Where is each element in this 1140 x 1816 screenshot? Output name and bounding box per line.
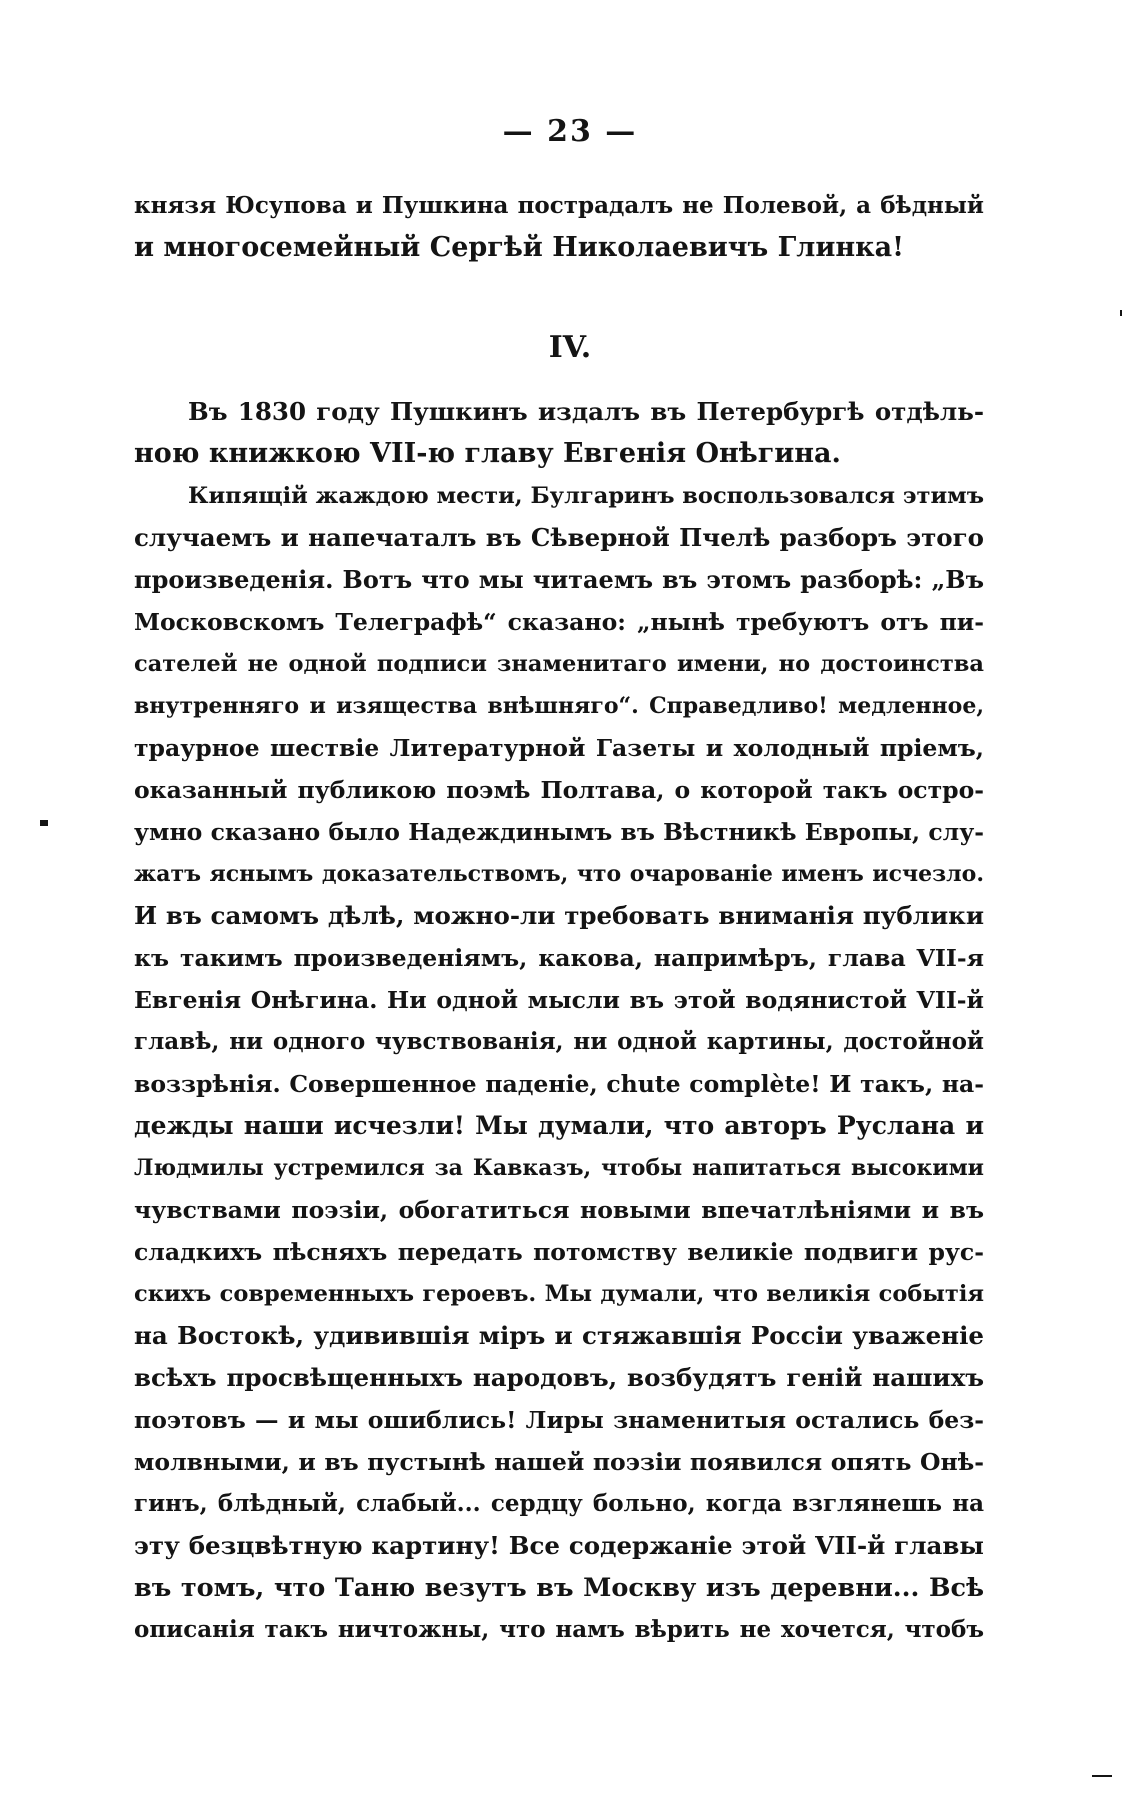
text-line: Евгенія Онѣгина. Ни одной мысли въ этой водянистой VII-й bbox=[134, 986, 984, 1014]
text-line: Людмилы устремился за Кавказъ, чтобы напитаться высокими bbox=[134, 1155, 984, 1181]
text-line: Въ 1830 году Пушкинъ издалъ въ Петербургѣ отдѣль- bbox=[188, 397, 984, 426]
text-line: поэтовъ — и мы ошиблись! Лиры знаменитыя остались без- bbox=[134, 1406, 984, 1434]
text-line: сателей не одной подписи знаменитаго имени, но достоинства bbox=[134, 651, 984, 677]
text-line: гинъ, блѣдный, слабый... сердцу больно, когда взглянешь на bbox=[134, 1490, 984, 1517]
page-number: — 23 — bbox=[502, 114, 638, 149]
text-line: Кипящій жаждою мести, Булгаринъ воспользовался этимъ bbox=[188, 483, 984, 509]
text-line: князя Юсупова и Пушкина пострадалъ не Полевой, а бѣдный bbox=[134, 192, 984, 219]
chapter-heading: IV. bbox=[548, 330, 592, 365]
text-line: сладкихъ пѣсняхъ передать потомству великіе подвиги рус- bbox=[134, 1238, 984, 1266]
text-line: и многосемейный Сергѣй Николаевичъ Глинка! bbox=[134, 232, 904, 263]
text-line: жатъ яснымъ доказательствомъ, что очарованіе именъ исчезло. bbox=[134, 861, 984, 887]
text-line: чувствами поэзіи, обогатиться новыми впечатлѣніями и въ bbox=[134, 1196, 984, 1224]
text-line: всѣхъ просвѣщенныхъ народовъ, возбудятъ геній нашихъ bbox=[134, 1363, 984, 1392]
text-line: И въ самомъ дѣлѣ, можно-ли требовать вниманія публики bbox=[134, 901, 984, 930]
text-line: къ такимъ произведеніямъ, какова, напримѣръ, глава VII-я bbox=[134, 944, 984, 972]
margin-ink-mark bbox=[1092, 1775, 1112, 1777]
text-line: въ томъ, что Таню везутъ въ Москву изъ деревни... Всѣ bbox=[134, 1573, 984, 1603]
text-line: траурное шествіе Литературной Газеты и холодный пріемъ, bbox=[134, 734, 984, 762]
paragraph-continuation bbox=[134, 185, 984, 269]
text-line: произведенія. Вотъ что мы читаемъ въ этомъ разборѣ: „Въ bbox=[134, 565, 984, 594]
text-line: внутренняго и изящества внѣшняго“. Справедливо! медленное, bbox=[134, 693, 984, 719]
text-line: молвными, и въ пустынѣ нашей поэзіи появился опять Онѣ- bbox=[134, 1448, 984, 1476]
text-line: главѣ, ни одного чувствованія, ни одной картины, достойной bbox=[134, 1028, 984, 1055]
text-line: описанія такъ ничтожны, что намъ вѣрить не хочется, чтобъ bbox=[134, 1616, 984, 1643]
text-line: оказанный публикою поэмѣ Полтава, о которой такъ остро- bbox=[134, 776, 984, 804]
text-line: ною книжкою VII-ю главу Евгенія Онѣгина. bbox=[134, 438, 841, 469]
text-line: дежды наши исчезли! Мы думали, что авторъ Руслана и bbox=[134, 1111, 984, 1140]
text-line: Московскомъ Телеграфѣ“ сказано: „нынѣ требуютъ отъ пи- bbox=[134, 608, 984, 636]
margin-ink-mark bbox=[40, 820, 48, 826]
text-line: на Востокѣ, удивившія міръ и стяжавшія Россіи уваженіе bbox=[134, 1321, 984, 1350]
text-line: умно сказано было Надеждинымъ въ Вѣстникѣ Европы, слу- bbox=[134, 818, 984, 846]
text-line: случаемъ и напечаталъ въ Сѣверной Пчелѣ разборъ этого bbox=[134, 523, 984, 552]
text-line: эту безцвѣтную картину! Все содержаніе этой VII-й главы bbox=[134, 1531, 984, 1560]
chapter-body bbox=[134, 391, 984, 1651]
text-line: скихъ современныхъ героевъ. Мы думали, что великія событія bbox=[134, 1281, 984, 1307]
margin-ink-mark bbox=[1120, 310, 1122, 316]
text-line: воззрѣнія. Совершенное паденіе, chute complète! И такъ, на- bbox=[134, 1070, 984, 1098]
